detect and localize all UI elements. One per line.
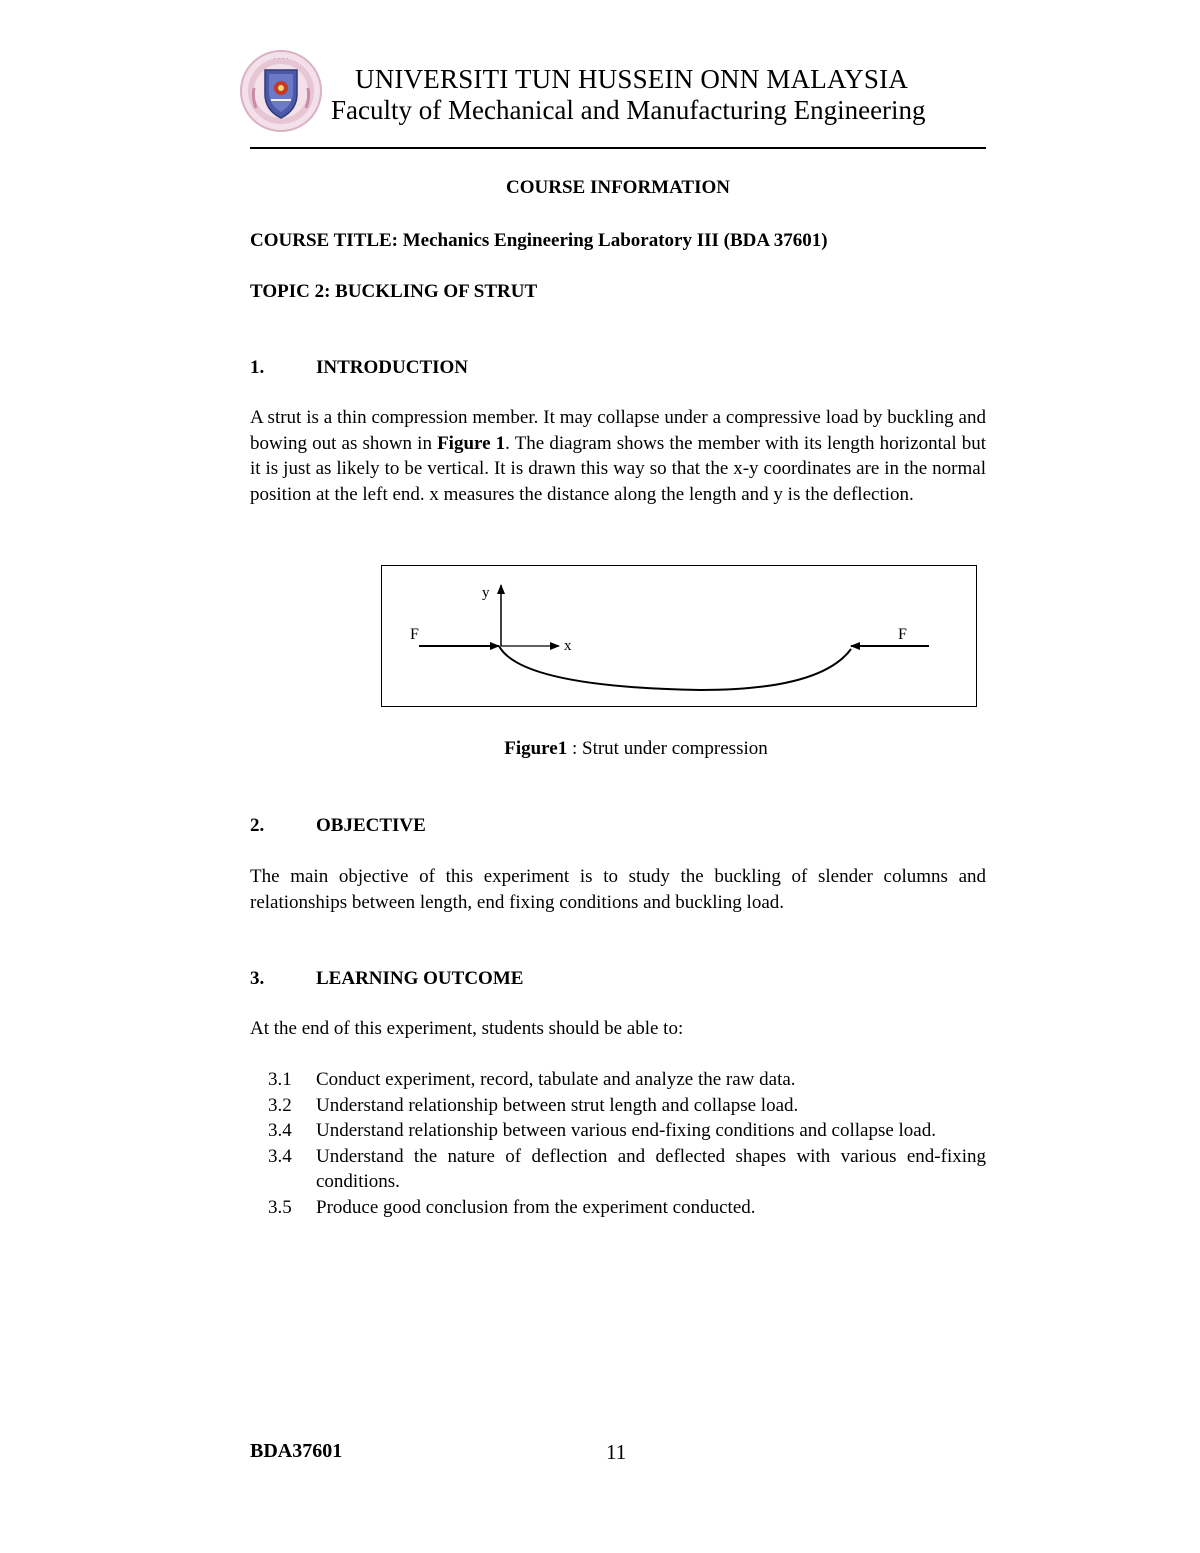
list-item-text: Understand relationship between various end-fixing conditions and collapse load. bbox=[316, 1120, 936, 1141]
faculty-name: Faculty of Mechanical and Manufacturing Engineering bbox=[331, 95, 926, 125]
list-item-number: 3.4 bbox=[268, 1120, 292, 1141]
university-name: UNIVERSITI TUN HUSSEIN ONN MALAYSIA bbox=[355, 64, 909, 94]
figure-caption: Figure1 : Strut under compression bbox=[504, 738, 768, 759]
section-title-introduction: INTRODUCTION bbox=[316, 357, 469, 378]
svg-text:. . . .: . . . . bbox=[273, 53, 289, 61]
list-item bbox=[268, 1067, 986, 1093]
list-item bbox=[268, 1144, 986, 1195]
figure-reference: Figure 1 bbox=[437, 432, 506, 454]
page-number: 11 bbox=[606, 1440, 627, 1464]
list-item-text: Understand the nature of deflection and deflected shapes with various end-fixing conditions. bbox=[316, 1145, 986, 1192]
section-number-learning-outcome: 3. bbox=[250, 968, 265, 989]
list-item-number: 3.2 bbox=[268, 1094, 292, 1116]
university-crest-icon bbox=[238, 48, 324, 134]
section-title-learning-outcome: LEARNING OUTCOME bbox=[316, 968, 524, 989]
course-title: COURSE TITLE: Mechanics Engineering Laboratory III (BDA 37601) bbox=[250, 230, 828, 251]
learning-outcome-list bbox=[268, 1067, 986, 1220]
section-title-objective: OBJECTIVE bbox=[316, 815, 426, 836]
footer-course-code: BDA37601 bbox=[250, 1440, 343, 1462]
objective-paragraph: The main objective of this experiment is to study the buckling of slender columns and relationships between length, end fixing conditions and buckling load. bbox=[250, 866, 986, 913]
list-item bbox=[268, 1093, 986, 1119]
header-divider bbox=[250, 147, 986, 149]
y-axis-label: y bbox=[481, 584, 489, 601]
force-label-left: F bbox=[409, 625, 419, 643]
section-number-objective: 2. bbox=[250, 815, 265, 836]
section-number-introduction: 1. bbox=[250, 357, 265, 378]
list-item-text: Produce good conclusion from the experiment conducted. bbox=[316, 1196, 756, 1218]
list-item bbox=[268, 1118, 986, 1144]
x-axis-label: x bbox=[563, 637, 571, 654]
deflected-strut-curve bbox=[499, 646, 851, 690]
topic-title: TOPIC 2: BUCKLING OF STRUT bbox=[250, 281, 538, 302]
list-item-number: 3.1 bbox=[268, 1069, 292, 1090]
force-label-right: F bbox=[897, 625, 907, 643]
strut-figure bbox=[381, 565, 977, 707]
list-item bbox=[268, 1195, 986, 1221]
list-item-text: Conduct experiment, record, tabulate and analyze the raw data. bbox=[316, 1069, 796, 1090]
course-info-heading: COURSE INFORMATION bbox=[506, 177, 730, 198]
list-item-number: 3.4 bbox=[268, 1145, 292, 1167]
learning-outcome-intro: At the end of this experiment, students should be able to: bbox=[250, 1018, 684, 1039]
list-item-number: 3.5 bbox=[268, 1196, 292, 1218]
introduction-paragraph: A strut is a thin compression member. It may collapse under a compressive load by buckling and bowing out as shown in Figure 1. The diagram shows the member with its length horizontal but it is just as likely to be vertical. It is drawn this way so that the x-y coordinates are in the normal position at the left end. x measures the distance along the length and y is the deflection. bbox=[250, 407, 987, 505]
list-item-text: Understand relationship between strut length and collapse load. bbox=[316, 1094, 799, 1116]
